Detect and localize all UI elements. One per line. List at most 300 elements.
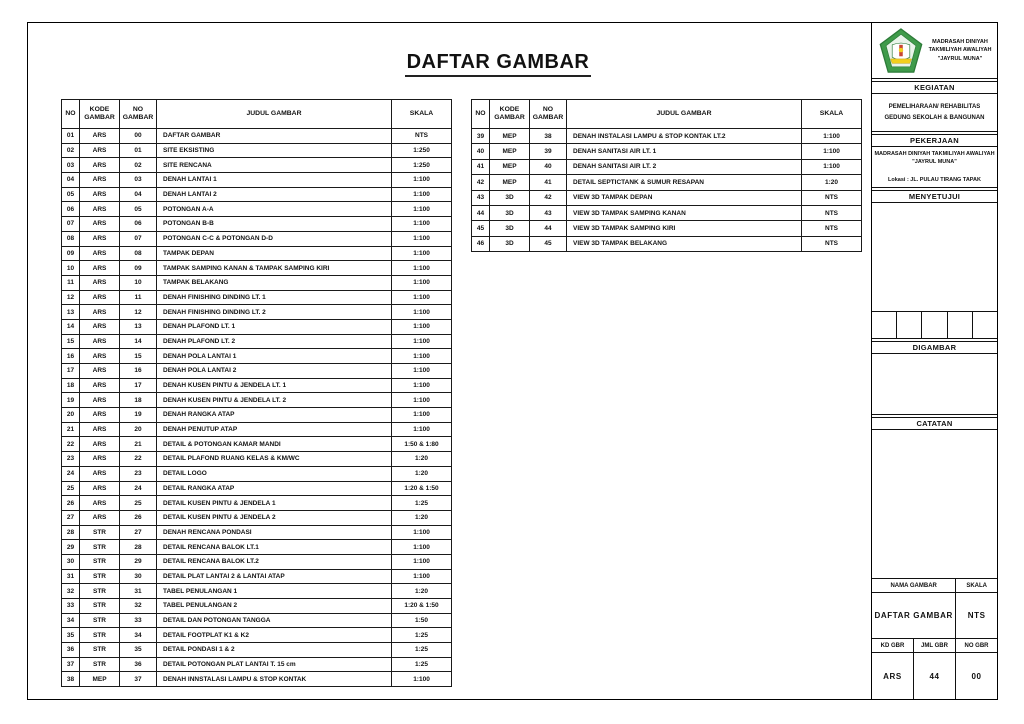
- cell-judul-gambar: VIEW 3D TAMPAK SAMPING KIRI: [567, 221, 802, 236]
- cell-kode-gambar: ARS: [80, 187, 120, 202]
- cell-no-gambar: 19: [120, 408, 157, 423]
- cell-judul-gambar: SITE EKSISTING: [157, 143, 392, 158]
- col-header-judul-gambar: JUDUL GAMBAR: [567, 100, 802, 129]
- cell-skala: 1:100: [392, 187, 452, 202]
- cell-no: 41: [472, 159, 490, 174]
- cell-judul-gambar: DETAIL RENCANA BALOK LT.1: [157, 540, 392, 555]
- cell-no-gambar: 21: [120, 437, 157, 452]
- cell-no-gambar: 15: [120, 349, 157, 364]
- cell-no: 35: [62, 628, 80, 643]
- table-row: [62, 246, 452, 261]
- cell-kode-gambar: 3D: [490, 205, 530, 220]
- col-header-skala: SKALA: [802, 100, 862, 129]
- cell-no-gambar: 42: [530, 190, 567, 205]
- cell-skala: 1:100: [392, 305, 452, 320]
- cell-judul-gambar: DETAIL KUSEN PINTU & JENDELA 1: [157, 496, 392, 511]
- cell-kode-gambar: ARS: [80, 481, 120, 496]
- cell-kode-gambar: ARS: [80, 408, 120, 423]
- cell-kode-gambar: ARS: [80, 378, 120, 393]
- skala-value: NTS: [967, 611, 986, 620]
- cell-judul-gambar: DETAIL SEPTICTANK & SUMUR RESAPAN: [567, 175, 802, 190]
- cell-no-gambar: 09: [120, 261, 157, 276]
- cell-skala: 1:100: [392, 349, 452, 364]
- cell-judul-gambar: DETAIL PLAFOND RUANG KELAS & KM/WC: [157, 452, 392, 467]
- approval-cell: [872, 312, 897, 338]
- school-crest-logo: [879, 28, 923, 74]
- cell-judul-gambar: DETAIL DAN POTONGAN TANGGA: [157, 613, 392, 628]
- cell-skala: 1:20: [392, 466, 452, 481]
- approval-cell: [897, 312, 922, 338]
- cell-kode-gambar: ARS: [80, 334, 120, 349]
- cell-skala: 1:100: [392, 319, 452, 334]
- no-gbr-value: 00: [971, 671, 982, 681]
- cell-skala: 1:50: [392, 613, 452, 628]
- approval-cell: [922, 312, 947, 338]
- cell-skala: 1:50 & 1:80: [392, 437, 452, 452]
- cell-no-gambar: 23: [120, 466, 157, 481]
- table-row: [62, 408, 452, 423]
- cell-judul-gambar: TABEL PENULANGAN 1: [157, 584, 392, 599]
- cell-skala: 1:25: [392, 657, 452, 672]
- cell-no-gambar: 43: [530, 205, 567, 220]
- cell-no-gambar: 45: [530, 236, 567, 251]
- cell-no-gambar: 02: [120, 158, 157, 173]
- drawing-sheet: [27, 22, 998, 700]
- cell-judul-gambar: DETAIL FOOTPLAT K1 & K2: [157, 628, 392, 643]
- cell-no: 01: [62, 129, 80, 144]
- cell-no: 09: [62, 246, 80, 261]
- cell-judul-gambar: TAMPAK BELAKANG: [157, 275, 392, 290]
- cell-no: 29: [62, 540, 80, 555]
- table-row: [62, 525, 452, 540]
- cell-skala: 1:100: [392, 408, 452, 423]
- cell-no: 32: [62, 584, 80, 599]
- cell-skala: NTS: [802, 221, 862, 236]
- page-title-text: DAFTAR GAMBAR: [405, 51, 592, 77]
- cell-skala: 1:100: [802, 144, 862, 159]
- col-header-skala: SKALA: [392, 100, 452, 129]
- table-row: [62, 422, 452, 437]
- cell-judul-gambar: DENAH FINISHING DINDING LT. 1: [157, 290, 392, 305]
- approval-cell: [973, 312, 997, 338]
- table-row: [62, 657, 452, 672]
- cell-skala: 1:25: [392, 628, 452, 643]
- cell-kode-gambar: ARS: [80, 496, 120, 511]
- cell-kode-gambar: ARS: [80, 393, 120, 408]
- cell-no: 02: [62, 143, 80, 158]
- cell-judul-gambar: DENAH LANTAI 1: [157, 173, 392, 188]
- cell-no-gambar: 14: [120, 334, 157, 349]
- digambar-box: [872, 354, 997, 415]
- table-row: [62, 275, 452, 290]
- jml-gbr-value: 44: [914, 653, 956, 699]
- cell-judul-gambar: DENAH PLAFOND LT. 2: [157, 334, 392, 349]
- cell-judul-gambar: DENAH PLAFOND LT. 1: [157, 319, 392, 334]
- cell-skala: NTS: [802, 205, 862, 220]
- cell-judul-gambar: DENAH INNSTALASI LAMPU & STOP KONTAK: [157, 672, 392, 687]
- cell-kode-gambar: STR: [80, 569, 120, 584]
- nama-skala-header-row: [872, 579, 997, 593]
- cell-no: 13: [62, 305, 80, 320]
- cell-no-gambar: 38: [530, 129, 567, 144]
- catatan-header: CATATAN: [872, 417, 997, 430]
- table-row: [62, 378, 452, 393]
- gbr-value-row: [872, 653, 997, 699]
- cell-no: 45: [472, 221, 490, 236]
- cell-no-gambar: 24: [120, 481, 157, 496]
- cell-kode-gambar: ARS: [80, 275, 120, 290]
- cell-no: 27: [62, 510, 80, 525]
- table-row: [62, 672, 452, 687]
- table-row: [62, 481, 452, 496]
- cell-judul-gambar: DENAH POLA LANTAI 1: [157, 349, 392, 364]
- cell-judul-gambar: TAMPAK DEPAN: [157, 246, 392, 261]
- cell-no-gambar: 22: [120, 452, 157, 467]
- cell-kode-gambar: 3D: [490, 190, 530, 205]
- cell-no-gambar: 30: [120, 569, 157, 584]
- col-header-no-gambar: NO GAMBAR: [530, 100, 567, 129]
- table-row: [62, 554, 452, 569]
- cell-skala: 1:100: [392, 334, 452, 349]
- nama-gambar-value: DAFTAR GAMBAR: [872, 593, 956, 638]
- signature-box: [872, 203, 997, 312]
- table-row: [62, 305, 452, 320]
- cell-no-gambar: 31: [120, 584, 157, 599]
- cell-kode-gambar: STR: [80, 657, 120, 672]
- cell-skala: 1:100: [392, 275, 452, 290]
- table-row: [62, 452, 452, 467]
- cell-no: 33: [62, 599, 80, 614]
- title-block-logo-section: [872, 23, 997, 79]
- cell-no-gambar: 11: [120, 290, 157, 305]
- cell-kode-gambar: ARS: [80, 217, 120, 232]
- cell-no-gambar: 33: [120, 613, 157, 628]
- col-header-judul-gambar: JUDUL GAMBAR: [157, 100, 392, 129]
- cell-skala: 1:100: [392, 569, 452, 584]
- cell-no: 10: [62, 261, 80, 276]
- table-row: [62, 364, 452, 379]
- table-row: [62, 393, 452, 408]
- lokasi-text: Lokasi : JL. PULAU TIRANG TAPAK: [888, 176, 981, 183]
- cell-kode-gambar: ARS: [80, 202, 120, 217]
- cell-skala: NTS: [392, 129, 452, 144]
- col-header-kode-gambar: KODE GAMBAR: [80, 100, 120, 129]
- digambar-header: DIGAMBAR: [872, 341, 997, 354]
- cell-no: 12: [62, 290, 80, 305]
- table-row: [62, 437, 452, 452]
- table-row: [62, 158, 452, 173]
- cell-kode-gambar: MEP: [490, 129, 530, 144]
- cell-kode-gambar: 3D: [490, 236, 530, 251]
- table-row: [62, 231, 452, 246]
- cell-no: 43: [472, 190, 490, 205]
- table-row: [62, 613, 452, 628]
- table-row: [472, 221, 862, 236]
- cell-judul-gambar: TABEL PENULANGAN 2: [157, 599, 392, 614]
- cell-kode-gambar: ARS: [80, 305, 120, 320]
- cell-kode-gambar: ARS: [80, 364, 120, 379]
- cell-no-gambar: 39: [530, 144, 567, 159]
- cell-skala: 1:20: [802, 175, 862, 190]
- cell-skala: 1:100: [392, 540, 452, 555]
- cell-judul-gambar: DETAIL KUSEN PINTU & JENDELA 2: [157, 510, 392, 525]
- cell-no: 39: [472, 129, 490, 144]
- cell-no: 16: [62, 349, 80, 364]
- cell-kode-gambar: ARS: [80, 158, 120, 173]
- cell-kode-gambar: ARS: [80, 173, 120, 188]
- cell-judul-gambar: VIEW 3D TAMPAK BELAKANG: [567, 236, 802, 251]
- cell-skala: 1:100: [392, 393, 452, 408]
- cell-no: 38: [62, 672, 80, 687]
- cell-no: 36: [62, 643, 80, 658]
- cell-judul-gambar: VIEW 3D TAMPAK SAMPING KANAN: [567, 205, 802, 220]
- table-row: [62, 584, 452, 599]
- cell-no: 31: [62, 569, 80, 584]
- cell-kode-gambar: STR: [80, 599, 120, 614]
- cell-no-gambar: 41: [530, 175, 567, 190]
- table-row: [472, 175, 862, 190]
- cell-no-gambar: 35: [120, 643, 157, 658]
- cell-kode-gambar: ARS: [80, 261, 120, 276]
- nama-skala-value-row: [872, 593, 997, 639]
- approval-cells-row: [872, 312, 997, 339]
- cell-kode-gambar: 3D: [490, 221, 530, 236]
- table-row: [62, 628, 452, 643]
- cell-judul-gambar: DENAH KUSEN PINTU & JENDELA LT. 1: [157, 378, 392, 393]
- table-row: [62, 290, 452, 305]
- table-row: [62, 496, 452, 511]
- cell-no: 34: [62, 613, 80, 628]
- cell-judul-gambar: DENAH SANITASI AIR LT. 1: [567, 144, 802, 159]
- cell-no-gambar: 07: [120, 231, 157, 246]
- cell-skala: 1:20 & 1:50: [392, 599, 452, 614]
- cell-kode-gambar: ARS: [80, 246, 120, 261]
- cell-no-gambar: 20: [120, 422, 157, 437]
- cell-no: 03: [62, 158, 80, 173]
- cell-no-gambar: 40: [530, 159, 567, 174]
- cell-skala: 1:20: [392, 510, 452, 525]
- cell-skala: 1:20: [392, 584, 452, 599]
- cell-judul-gambar: DETAIL PONDASI 1 & 2: [157, 643, 392, 658]
- cell-skala: 1:100: [392, 290, 452, 305]
- cell-no-gambar: 00: [120, 129, 157, 144]
- table-row: [472, 129, 862, 144]
- table-header-row: [472, 100, 862, 129]
- cell-kode-gambar: STR: [80, 584, 120, 599]
- table-row: [62, 540, 452, 555]
- cell-judul-gambar: DENAH PENUTUP ATAP: [157, 422, 392, 437]
- nama-gambar-label: NAMA GAMBAR: [872, 579, 956, 592]
- school-name: MADRASAH DINIYAH TAKMILIYAH AWALIYAH "JAYRUL MUNA": [928, 39, 992, 62]
- skala-label: SKALA: [966, 582, 988, 589]
- cell-no-gambar: 18: [120, 393, 157, 408]
- drawing-list-table-left: [61, 99, 452, 687]
- cell-no: 05: [62, 187, 80, 202]
- kd-gbr-value: ARS: [872, 653, 914, 699]
- cell-skala: 1:25: [392, 496, 452, 511]
- cell-judul-gambar: DENAH RENCANA PONDASI: [157, 525, 392, 540]
- cell-judul-gambar: DENAH FINISHING DINDING LT. 2: [157, 305, 392, 320]
- cell-no-gambar: 28: [120, 540, 157, 555]
- cell-no: 21: [62, 422, 80, 437]
- cell-no: 14: [62, 319, 80, 334]
- cell-skala: 1:100: [802, 129, 862, 144]
- cell-kode-gambar: STR: [80, 525, 120, 540]
- no-gbr-label: NO GBR: [964, 642, 989, 649]
- table-row: [62, 569, 452, 584]
- cell-kode-gambar: ARS: [80, 510, 120, 525]
- cell-judul-gambar: DENAH LANTAI 2: [157, 187, 392, 202]
- kegiatan-header: KEGIATAN: [872, 81, 997, 94]
- cell-no: 19: [62, 393, 80, 408]
- cell-skala: 1:100: [392, 422, 452, 437]
- cell-judul-gambar: DAFTAR GAMBAR: [157, 129, 392, 144]
- cell-judul-gambar: DETAIL POTONGAN PLAT LANTAI T. 15 cm: [157, 657, 392, 672]
- cell-skala: NTS: [802, 190, 862, 205]
- cell-no-gambar: 05: [120, 202, 157, 217]
- cell-kode-gambar: MEP: [490, 144, 530, 159]
- cell-no: 06: [62, 202, 80, 217]
- cell-kode-gambar: MEP: [490, 159, 530, 174]
- cell-no: 22: [62, 437, 80, 452]
- cell-skala: 1:100: [392, 173, 452, 188]
- cell-no-gambar: 37: [120, 672, 157, 687]
- cell-kode-gambar: ARS: [80, 452, 120, 467]
- cell-skala: 1:100: [392, 246, 452, 261]
- cell-no: 17: [62, 364, 80, 379]
- cell-no: 40: [472, 144, 490, 159]
- cell-no-gambar: 10: [120, 275, 157, 290]
- cell-no: 15: [62, 334, 80, 349]
- cell-skala: 1:100: [392, 217, 452, 232]
- cell-kode-gambar: STR: [80, 554, 120, 569]
- table-row: [62, 202, 452, 217]
- table-row: [62, 129, 452, 144]
- cell-no: 11: [62, 275, 80, 290]
- title-block: [871, 23, 997, 699]
- col-header-no: NO: [62, 100, 80, 129]
- table-row: [472, 159, 862, 174]
- table-row: [62, 173, 452, 188]
- cell-kode-gambar: ARS: [80, 319, 120, 334]
- cell-skala: 1:100: [392, 525, 452, 540]
- col-header-no-gambar: NO GAMBAR: [120, 100, 157, 129]
- cell-judul-gambar: DENAH KUSEN PINTU & JENDELA LT. 2: [157, 393, 392, 408]
- pekerjaan-section: [872, 147, 997, 188]
- cell-judul-gambar: DENAH RANGKA ATAP: [157, 408, 392, 423]
- cell-judul-gambar: POTONGAN B-B: [157, 217, 392, 232]
- cell-no-gambar: 06: [120, 217, 157, 232]
- cell-no-gambar: 25: [120, 496, 157, 511]
- cell-no: 20: [62, 408, 80, 423]
- cell-judul-gambar: DETAIL LOGO: [157, 466, 392, 481]
- cell-skala: 1:100: [392, 672, 452, 687]
- table-row: [62, 261, 452, 276]
- cell-kode-gambar: STR: [80, 540, 120, 555]
- approval-cell: [948, 312, 973, 338]
- cell-no: 44: [472, 205, 490, 220]
- cell-no-gambar: 13: [120, 319, 157, 334]
- cell-kode-gambar: STR: [80, 613, 120, 628]
- cell-kode-gambar: ARS: [80, 349, 120, 364]
- menyetujui-header: MENYETUJUI: [872, 190, 997, 203]
- cell-no: 37: [62, 657, 80, 672]
- cell-judul-gambar: SITE RENCANA: [157, 158, 392, 173]
- cell-no-gambar: 01: [120, 143, 157, 158]
- cell-skala: 1:100: [392, 554, 452, 569]
- cell-no-gambar: 12: [120, 305, 157, 320]
- cell-no: 42: [472, 175, 490, 190]
- table-row: [62, 143, 452, 158]
- pekerjaan-value: MADRASAH DINIYAH TAKMILIYAH AWALIYAH "JAYRUL MUNA": [874, 151, 995, 166]
- cell-kode-gambar: STR: [80, 628, 120, 643]
- table-row: [472, 236, 862, 251]
- page-title: [368, 51, 628, 74]
- cell-no: 26: [62, 496, 80, 511]
- kegiatan-value: PEMELIHARAAN/ REHABILITAS GEDUNG SEKOLAH & BANGUNAN: [872, 94, 997, 132]
- col-header-no: NO: [472, 100, 490, 129]
- cell-no: 30: [62, 554, 80, 569]
- cell-kode-gambar: ARS: [80, 466, 120, 481]
- cell-skala: NTS: [802, 236, 862, 251]
- table-row: [472, 190, 862, 205]
- cell-skala: 1:100: [392, 378, 452, 393]
- table-row: [62, 510, 452, 525]
- cell-no: 18: [62, 378, 80, 393]
- cell-skala: 1:100: [392, 261, 452, 276]
- cell-no: 25: [62, 481, 80, 496]
- cell-skala: 1:100: [392, 364, 452, 379]
- cell-skala: 1:100: [392, 231, 452, 246]
- cell-skala: 1:100: [392, 202, 452, 217]
- cell-judul-gambar: TAMPAK SAMPING KANAN & TAMPAK SAMPING KIRI: [157, 261, 392, 276]
- cell-no: 24: [62, 466, 80, 481]
- cell-kode-gambar: ARS: [80, 129, 120, 144]
- cell-skala: 1:20 & 1:50: [392, 481, 452, 496]
- cell-no: 04: [62, 173, 80, 188]
- cell-no-gambar: 08: [120, 246, 157, 261]
- cell-judul-gambar: DETAIL PLAT LANTAI 2 & LANTAI ATAP: [157, 569, 392, 584]
- cell-skala: 1:100: [802, 159, 862, 174]
- cell-no-gambar: 03: [120, 173, 157, 188]
- cell-no-gambar: 36: [120, 657, 157, 672]
- cell-judul-gambar: POTONGAN C-C & POTONGAN D-D: [157, 231, 392, 246]
- cell-no-gambar: 16: [120, 364, 157, 379]
- cell-skala: 1:250: [392, 158, 452, 173]
- table-row: [62, 334, 452, 349]
- drawing-list-table-right: [471, 99, 862, 252]
- table-row: [62, 319, 452, 334]
- cell-judul-gambar: DENAH SANITASI AIR LT. 2: [567, 159, 802, 174]
- cell-judul-gambar: DETAIL RENCANA BALOK LT.2: [157, 554, 392, 569]
- cell-no: 28: [62, 525, 80, 540]
- cell-no-gambar: 44: [530, 221, 567, 236]
- cell-judul-gambar: DENAH POLA LANTAI 2: [157, 364, 392, 379]
- gbr-header-row: [872, 639, 997, 653]
- cell-no-gambar: 27: [120, 525, 157, 540]
- table-header-row: [62, 100, 452, 129]
- cell-skala: 1:25: [392, 643, 452, 658]
- col-header-kode-gambar: KODE GAMBAR: [490, 100, 530, 129]
- cell-kode-gambar: ARS: [80, 290, 120, 305]
- table-row: [62, 599, 452, 614]
- cell-no: 08: [62, 231, 80, 246]
- cell-judul-gambar: POTONGAN A-A: [157, 202, 392, 217]
- cell-skala: 1:250: [392, 143, 452, 158]
- cell-kode-gambar: ARS: [80, 143, 120, 158]
- table-row: [62, 643, 452, 658]
- table-row: [62, 217, 452, 232]
